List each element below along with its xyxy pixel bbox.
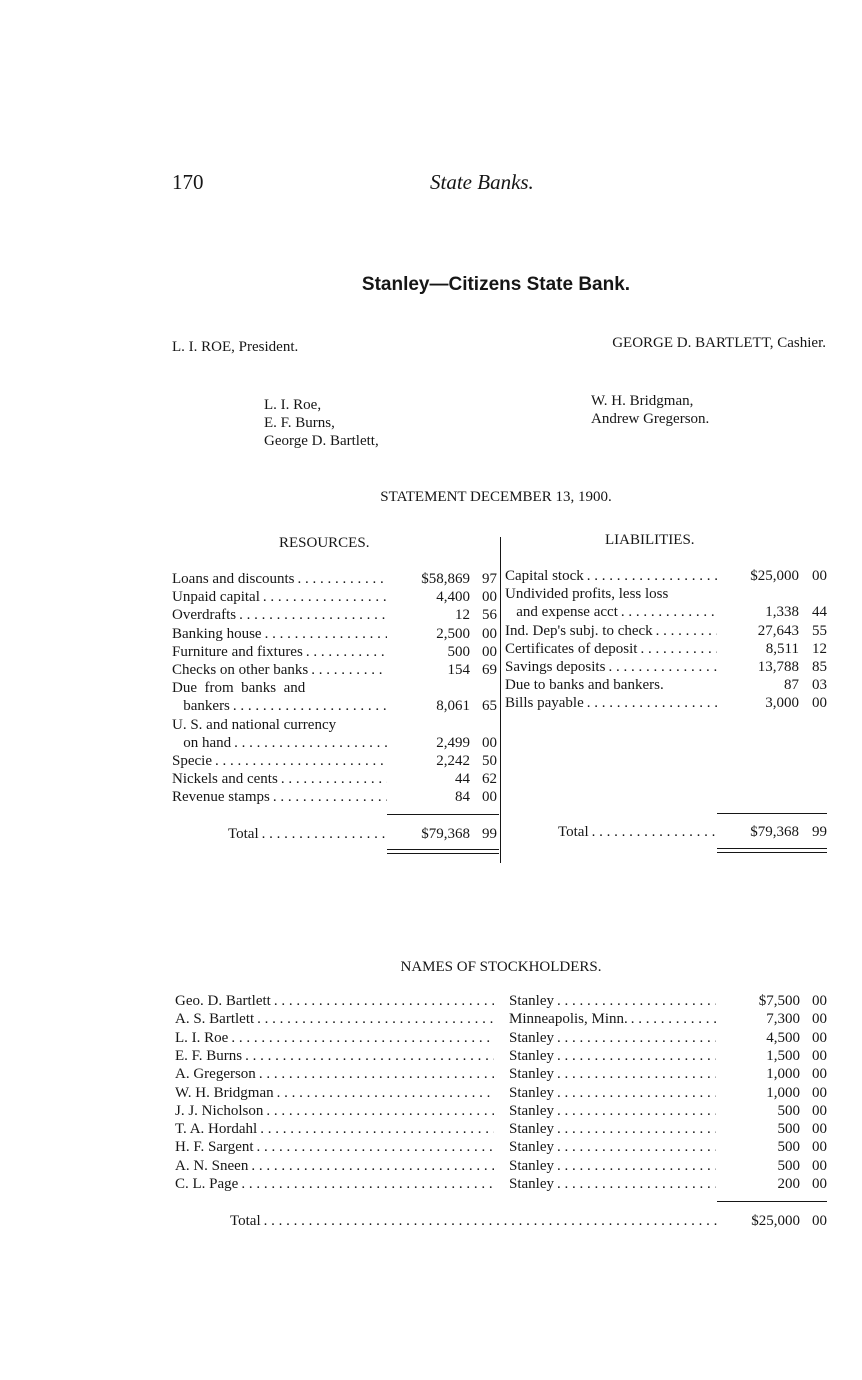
stockholder-name-text: A. S. Bartlett	[175, 1011, 255, 1028]
share-dollars: 1,500	[766, 1047, 800, 1064]
table-row	[172, 788, 497, 806]
table-row	[505, 676, 827, 694]
stockholder-place	[509, 1047, 719, 1065]
table-row	[172, 643, 497, 661]
row-label-text: Furniture and fixtures	[172, 643, 303, 660]
row-label	[505, 676, 720, 694]
stockholder-name	[175, 1120, 497, 1138]
share-cents: 00	[812, 1139, 827, 1156]
leader-dots	[260, 1120, 494, 1138]
share-cents: 00	[812, 1157, 827, 1174]
directors-right	[591, 392, 709, 428]
row-label-text: Due to banks and bankers.	[505, 677, 664, 694]
row-label-text: Due from banks and	[172, 680, 306, 697]
row-label	[505, 603, 720, 621]
total-cents: 99	[482, 826, 497, 842]
amount-dollars: $25,000	[750, 568, 799, 584]
amount-dollars: 4,400	[436, 589, 470, 606]
stockholder-row	[175, 1065, 827, 1083]
leader-dots	[281, 770, 387, 788]
bank-name: Stanley—Citizens State Bank.	[361, 274, 631, 295]
stockholder-place	[509, 1175, 719, 1193]
row-label	[172, 661, 390, 679]
row-label-text: Ind. Dep's subj. to check	[505, 622, 653, 639]
stockholder-name	[175, 1138, 497, 1156]
share-dollars: $7,500	[758, 993, 800, 1009]
amount-dollars: 8,511	[765, 640, 799, 657]
table-row	[505, 694, 827, 712]
double-rule	[717, 848, 827, 849]
share-cents: 00	[812, 1084, 827, 1101]
row-label-text: U. S. and national currency	[172, 716, 337, 733]
leader-dots	[274, 992, 494, 1010]
amount-cents: 69	[482, 662, 497, 678]
amount-cents: 55	[812, 622, 827, 639]
stockholder-row	[175, 992, 827, 1010]
leader-dots	[621, 603, 717, 621]
president: L. I. ROE, President.	[172, 339, 299, 355]
share-cents: 00	[812, 1066, 827, 1083]
amount-dollars: 13,788	[757, 659, 799, 675]
table-row	[172, 770, 497, 788]
row-label-text: Nickels and cents	[172, 771, 278, 788]
share-cents: 00	[812, 1047, 827, 1064]
amount-cents: 00	[812, 695, 827, 712]
table-row	[172, 606, 497, 624]
row-label-text: Certificates of deposit	[505, 640, 638, 657]
row-label-text: Bills payable	[505, 695, 584, 712]
stockholder-row	[175, 1120, 827, 1138]
leader-dots	[251, 1157, 494, 1175]
director: E. F. Burns,	[264, 415, 335, 431]
amount-dollars: 44	[455, 771, 470, 788]
row-label	[505, 567, 720, 585]
amount-cents: 00	[482, 734, 497, 751]
subtotal-rule	[717, 1201, 827, 1202]
stockholder-row	[175, 1047, 827, 1065]
double-rule	[387, 849, 499, 850]
leader-dots	[631, 1010, 716, 1028]
leader-dots	[587, 567, 717, 585]
row-label-text: Revenue stamps	[172, 789, 270, 806]
leader-dots	[608, 658, 717, 676]
stockholder-name-text: A. N. Sneen	[175, 1157, 249, 1174]
amount-dollars: 154	[447, 662, 470, 678]
resources-heading: RESOURCES.	[279, 535, 370, 551]
share-dollars: 1,000	[766, 1084, 800, 1101]
stockholder-name-text: Geo. D. Bartlett	[175, 993, 271, 1009]
row-label-text: Capital stock	[505, 568, 584, 584]
leader-dots	[557, 1047, 716, 1065]
total-label-text: Total	[228, 826, 259, 842]
amount-cents: 00	[482, 589, 497, 606]
amount-cents: 65	[482, 698, 497, 715]
stockholder-place	[509, 1029, 719, 1047]
stockholder-place	[509, 1010, 719, 1028]
leader-dots	[245, 1047, 494, 1065]
amount-cents: 50	[482, 753, 497, 769]
table-row	[505, 640, 827, 658]
row-label	[172, 752, 390, 770]
stockholder-place	[509, 1120, 719, 1138]
row-label-text: Loans and discounts	[172, 571, 295, 587]
stockholder-name-text: A. Gregerson	[175, 1066, 256, 1083]
stockholder-name	[175, 992, 497, 1010]
share-dollars: 4,500	[766, 1029, 800, 1046]
leader-dots	[557, 1157, 716, 1175]
leader-dots	[239, 606, 387, 624]
page-number: 170	[172, 170, 204, 194]
leader-dots	[263, 588, 387, 606]
stockholder-place-text: Stanley	[509, 1084, 554, 1101]
stockholder-place	[509, 1084, 719, 1102]
row-label	[505, 585, 720, 603]
share-dollars: 500	[777, 1139, 800, 1156]
subtotal-rule	[387, 814, 499, 815]
liabilities-heading: LIABILITIES.	[605, 532, 695, 548]
total-label-text: Total	[230, 1213, 261, 1229]
row-label	[172, 679, 390, 697]
stockholder-name-text: E. F. Burns	[175, 1047, 243, 1064]
leader-dots	[557, 1120, 716, 1138]
row-label-text: bankers	[172, 698, 230, 715]
director: George D. Bartlett,	[264, 433, 379, 449]
row-label-text: Savings deposits	[505, 659, 606, 675]
table-row	[505, 585, 827, 603]
leader-dots	[257, 1010, 494, 1028]
amount-dollars: 3,000	[765, 695, 799, 712]
table-row	[172, 661, 497, 679]
row-label-text: Undivided profits, less loss	[505, 586, 669, 603]
director: L. I. Roe,	[264, 397, 322, 413]
stockholder-name-text: L. I. Roe	[175, 1029, 229, 1046]
stockholder-place-text: Stanley	[509, 993, 554, 1009]
subtotal-rule	[717, 813, 827, 814]
leader-dots	[557, 1065, 716, 1083]
share-dollars: 200	[777, 1176, 800, 1192]
stockholder-place-text: Stanley	[509, 1121, 554, 1138]
row-label	[505, 622, 720, 640]
amount-dollars: 84	[455, 789, 470, 806]
table-row	[172, 734, 497, 752]
row-label	[172, 716, 390, 734]
table-row	[172, 752, 497, 770]
amount-cents: 85	[812, 659, 827, 675]
stockholder-name	[175, 1157, 497, 1175]
amount-dollars: 27,643	[757, 622, 799, 639]
share-cents: 00	[812, 993, 827, 1009]
row-label-text: Banking house	[172, 625, 262, 642]
leader-dots	[241, 1175, 494, 1193]
leader-dots	[264, 1212, 719, 1230]
amount-cents: 56	[482, 607, 497, 624]
table-row	[505, 567, 827, 585]
share-cents: 00	[812, 1121, 827, 1138]
double-rule	[387, 853, 499, 854]
amount-dollars: 500	[447, 643, 470, 660]
leader-dots	[311, 661, 387, 679]
row-label-text: Unpaid capital	[172, 589, 260, 606]
leader-dots	[640, 640, 717, 658]
share-dollars: 1,000	[766, 1066, 800, 1083]
leader-dots	[259, 1065, 494, 1083]
stockholder-name-text: T. A. Hordahl	[175, 1121, 258, 1138]
stockholder-place-text: Stanley	[509, 1176, 554, 1192]
column-divider	[500, 537, 501, 863]
total-row	[228, 825, 497, 843]
row-label	[172, 570, 390, 588]
stockholder-row	[175, 1010, 827, 1028]
share-cents: 00	[812, 1029, 827, 1046]
total-cents: 00	[812, 1213, 827, 1229]
amount-dollars: 8,061	[436, 698, 470, 715]
directors-left	[264, 396, 379, 450]
stockholder-name-text: J. J. Nicholson	[175, 1102, 264, 1119]
row-label	[172, 788, 390, 806]
table-row	[172, 679, 497, 697]
leader-dots	[265, 625, 387, 643]
row-label	[172, 625, 390, 643]
amount-cents: 12	[812, 640, 827, 657]
table-row	[505, 622, 827, 640]
amount-dollars: 1,338	[765, 604, 799, 621]
leader-dots	[266, 1102, 494, 1120]
share-dollars: 500	[777, 1121, 800, 1138]
amount-cents: 97	[482, 571, 497, 587]
row-label	[505, 658, 720, 676]
amount-dollars: $58,869	[421, 571, 470, 587]
row-label	[505, 640, 720, 658]
total-label	[558, 823, 718, 841]
statement-title: STATEMENT DECEMBER 13, 1900.	[380, 489, 612, 505]
total-dollars: $25,000	[751, 1213, 800, 1229]
cashier: GEORGE D. BARTLETT, Cashier.	[612, 335, 826, 351]
row-label	[172, 588, 390, 606]
amount-cents: 00	[812, 568, 827, 584]
amount-dollars: 12	[455, 607, 470, 624]
stockholder-place	[509, 992, 719, 1010]
leader-dots	[557, 992, 716, 1010]
stockholder-name	[175, 1102, 497, 1120]
share-dollars: 7,300	[766, 1011, 800, 1028]
leader-dots	[587, 694, 717, 712]
amount-dollars: 2,242	[436, 753, 470, 769]
total-label	[228, 825, 390, 843]
row-label	[172, 770, 390, 788]
leader-dots	[262, 825, 387, 843]
share-dollars: 500	[777, 1102, 800, 1119]
stockholder-name	[175, 1084, 497, 1102]
amount-cents: 03	[812, 677, 827, 694]
total-cents: 99	[812, 824, 827, 840]
stockholder-row	[175, 1175, 827, 1193]
total-dollars: $79,368	[750, 824, 799, 840]
stockholder-place	[509, 1138, 719, 1156]
table-row	[172, 588, 497, 606]
stockholder-name	[175, 1010, 497, 1028]
share-cents: 00	[812, 1102, 827, 1119]
stockholder-row	[175, 1138, 827, 1156]
total-label-text: Total	[558, 824, 589, 840]
leader-dots	[234, 734, 387, 752]
row-label-text: and expense acct	[505, 604, 618, 621]
stockholder-row	[175, 1102, 827, 1120]
row-label-text: Overdrafts	[172, 607, 237, 624]
amount-cents: 44	[812, 604, 827, 621]
table-row	[505, 658, 827, 676]
director: W. H. Bridgman,	[591, 393, 694, 409]
stockholder-name	[175, 1065, 497, 1083]
leader-dots	[557, 1029, 716, 1047]
table-row	[505, 603, 827, 621]
running-title: State Banks.	[430, 170, 534, 194]
stockholder-row	[175, 1029, 827, 1047]
leader-dots	[277, 1084, 494, 1102]
row-label-text: on hand	[172, 734, 232, 751]
leader-dots	[557, 1175, 716, 1193]
amount-cents: 00	[482, 625, 497, 642]
amount-cents: 00	[482, 789, 497, 806]
stockholder-name	[175, 1029, 497, 1047]
stockholder-place-text: Stanley	[509, 1066, 554, 1083]
row-label	[172, 643, 390, 661]
leader-dots	[557, 1102, 716, 1120]
row-label-text: Checks on other banks	[172, 662, 309, 678]
amount-cents: 62	[482, 771, 497, 788]
row-label	[505, 694, 720, 712]
stockholder-row	[175, 1157, 827, 1175]
table-row	[172, 570, 497, 588]
stockholder-place-text: Stanley	[509, 1029, 554, 1046]
row-label-text: Specie	[172, 753, 212, 769]
leader-dots	[233, 697, 387, 715]
stockholder-place-text: Stanley	[509, 1102, 554, 1119]
stockholders-heading: NAMES OF STOCKHOLDERS.	[400, 959, 602, 975]
stockholder-name-text: C. L. Page	[175, 1176, 239, 1192]
stockholder-name	[175, 1047, 497, 1065]
amount-dollars: 87	[784, 677, 799, 694]
total-label	[230, 1212, 722, 1230]
leader-dots	[592, 823, 715, 841]
total-row	[558, 823, 827, 841]
stockholders-total-row	[230, 1212, 827, 1230]
table-row	[172, 625, 497, 643]
double-rule	[717, 852, 827, 853]
stockholder-place-text: Stanley	[509, 1047, 554, 1064]
amount-dollars: 2,499	[436, 734, 470, 751]
row-label	[172, 697, 390, 715]
table-row	[172, 716, 497, 734]
stockholder-row	[175, 1084, 827, 1102]
leader-dots	[257, 1138, 494, 1156]
row-label	[172, 734, 390, 752]
leader-dots	[557, 1138, 716, 1156]
share-dollars: 500	[777, 1157, 800, 1174]
leader-dots	[231, 1029, 494, 1047]
amount-dollars: 2,500	[436, 625, 470, 642]
leader-dots	[557, 1084, 716, 1102]
stockholder-place	[509, 1102, 719, 1120]
row-label	[172, 606, 390, 624]
share-cents: 00	[812, 1011, 827, 1028]
leader-dots	[297, 570, 387, 588]
stockholder-place	[509, 1157, 719, 1175]
leader-dots	[215, 752, 387, 770]
share-cents: 00	[812, 1176, 827, 1192]
stockholder-place-text: Minneapolis, Minn.	[509, 1011, 628, 1028]
director: Andrew Gregerson.	[591, 411, 710, 427]
leader-dots	[273, 788, 387, 806]
stockholder-name-text: H. F. Sargent	[175, 1139, 254, 1156]
stockholder-place	[509, 1065, 719, 1083]
amount-cents: 00	[482, 643, 497, 660]
leader-dots	[306, 643, 387, 661]
table-row	[172, 697, 497, 715]
leader-dots	[656, 622, 717, 640]
total-dollars: $79,368	[421, 826, 470, 842]
stockholder-place-text: Stanley	[509, 1139, 554, 1156]
stockholder-name	[175, 1175, 497, 1193]
stockholder-place-text: Stanley	[509, 1157, 554, 1174]
stockholder-name-text: W. H. Bridgman	[175, 1084, 274, 1101]
